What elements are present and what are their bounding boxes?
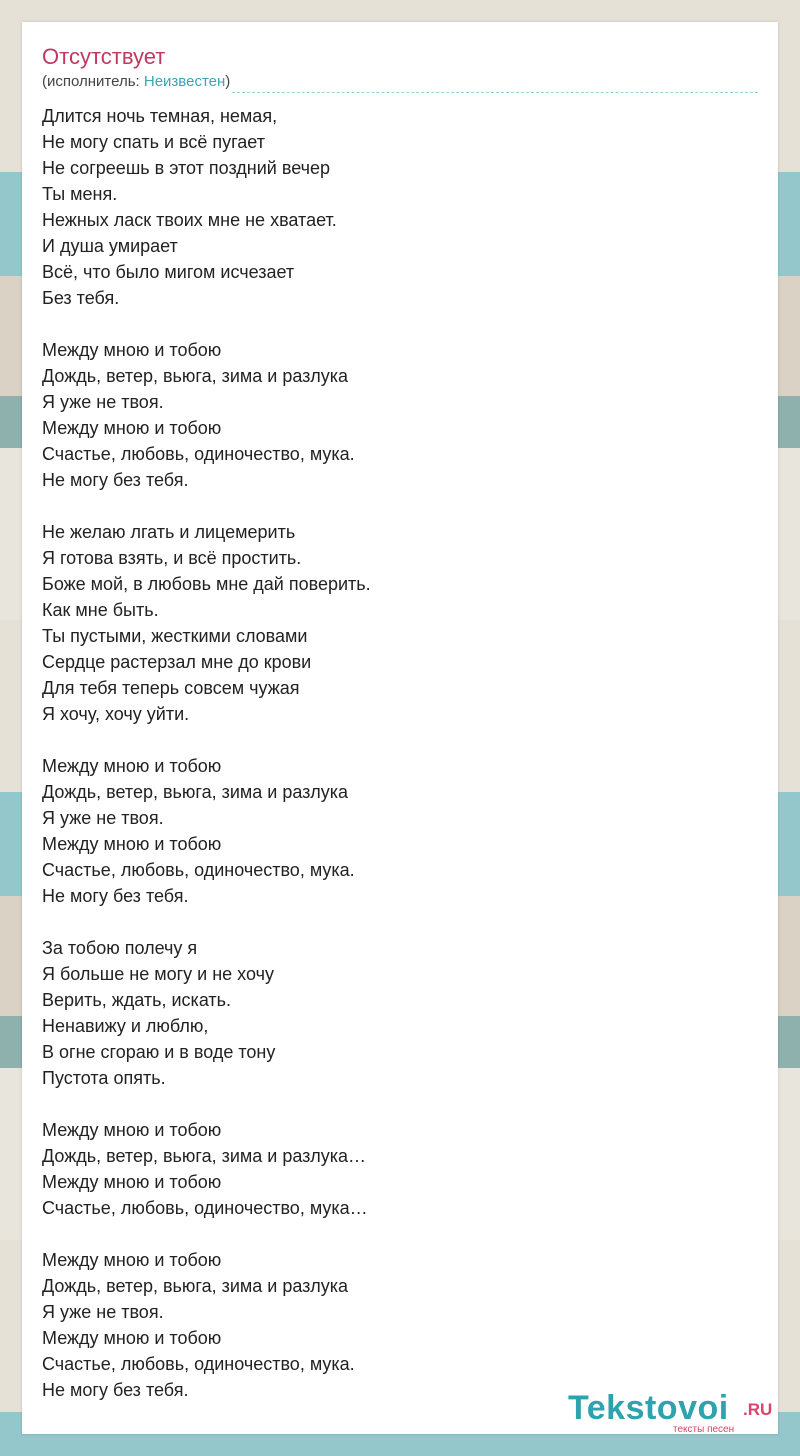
lyrics-line: Я уже не твоя. xyxy=(42,1302,164,1322)
lyrics-line: Для тебя теперь совсем чужая xyxy=(42,678,300,698)
logo-tagline: тексты песен xyxy=(673,1424,735,1435)
lyrics-line: Между мною и тобою xyxy=(42,1250,222,1270)
lyrics-line: Ненавижу и люблю, xyxy=(42,1016,209,1036)
site-logo[interactable] xyxy=(568,1388,778,1436)
lyrics-line: Между мною и тобою xyxy=(42,1328,222,1348)
lyrics-line: Длится ночь темная, немая, xyxy=(42,106,278,126)
artist-line xyxy=(42,73,230,91)
lyrics-line: Я уже не твоя. xyxy=(42,392,164,412)
logo-tld: .RU xyxy=(743,1400,773,1419)
lyrics-line: Не могу без тебя. xyxy=(42,1380,189,1400)
lyrics-stanza xyxy=(42,935,742,1091)
lyrics-stanza xyxy=(42,1247,742,1403)
lyrics-stanza xyxy=(42,1117,742,1221)
lyrics-line: Сердце растерзал мне до крови xyxy=(42,652,312,672)
lyrics-line: Я хочу, хочу уйти. xyxy=(42,704,190,724)
logo-name: Tekstovoi xyxy=(568,1389,729,1427)
lyrics-line: В огне сгораю и в воде тону xyxy=(42,1042,276,1062)
lyrics-line: Счастье, любовь, одиночество, мука. xyxy=(42,444,355,464)
lyrics-line: Дождь, ветер, вьюга, зима и разлука xyxy=(42,366,348,386)
lyrics-line: Всё, что было мигом исчезает xyxy=(42,262,295,282)
lyrics-stanza xyxy=(42,337,742,493)
lyrics-card xyxy=(22,22,778,1434)
lyrics-line: Нежных ласк твоих мне не хватает. xyxy=(42,210,337,230)
lyrics-line: Без тебя. xyxy=(42,288,120,308)
lyrics-line: Ты пустыми, жесткими словами xyxy=(42,626,308,646)
lyrics-stanza xyxy=(42,103,742,311)
lyrics-line: Счастье, любовь, одиночество, мука. xyxy=(42,1354,355,1374)
lyrics-line: Боже мой, в любовь мне дай поверить. xyxy=(42,574,371,594)
lyrics-line: Не могу без тебя. xyxy=(42,470,189,490)
lyrics-line: Дождь, ветер, вьюга, зима и разлука xyxy=(42,782,348,802)
lyrics-line: И душа умирает xyxy=(42,236,178,256)
lyrics-line: Ты меня. xyxy=(42,184,118,204)
lyrics-line: Между мною и тобою xyxy=(42,418,222,438)
lyrics-line: Не могу спать и всё пугает xyxy=(42,132,265,152)
lyrics-line: Я уже не твоя. xyxy=(42,808,164,828)
artist-suffix: ) xyxy=(225,73,231,90)
lyrics-line: Между мною и тобою xyxy=(42,834,222,854)
lyrics-line: Дождь, ветер, вьюга, зима и разлука… xyxy=(42,1146,366,1166)
lyrics-line: Я больше не могу и не хочу xyxy=(42,964,274,984)
lyrics-line: Как мне быть. xyxy=(42,600,159,620)
lyrics-line: Счастье, любовь, одиночество, мука… xyxy=(42,1198,368,1218)
lyrics-line: Дождь, ветер, вьюга, зима и разлука xyxy=(42,1276,348,1296)
lyrics-stanza xyxy=(42,519,742,727)
artist-prefix: (исполнитель: xyxy=(42,73,144,90)
lyrics-line: Я готова взять, и всё простить. xyxy=(42,548,302,568)
lyrics-line: Верить, ждать, искать. xyxy=(42,990,232,1010)
lyrics-line: Не желаю лгать и лицемерить xyxy=(42,522,296,542)
lyrics-line: Между мною и тобою xyxy=(42,340,222,360)
lyrics-line: За тобою полечу я xyxy=(42,938,198,958)
lyrics-line: Не согреешь в этот поздний вечер xyxy=(42,158,331,178)
artist-link[interactable]: Неизвестен xyxy=(143,73,226,90)
lyrics-line: Между мною и тобою xyxy=(42,756,222,776)
divider xyxy=(232,92,758,93)
lyrics-line: Между мною и тобою xyxy=(42,1172,222,1192)
lyrics-line: Между мною и тобою xyxy=(42,1120,222,1140)
lyrics-line: Не могу без тебя. xyxy=(42,886,189,906)
lyrics-line: Пустота опять. xyxy=(42,1068,166,1088)
lyrics-stanza xyxy=(42,753,742,909)
song-title: Отсутствует xyxy=(42,44,166,69)
lyrics-line: Счастье, любовь, одиночество, мука. xyxy=(42,860,355,880)
lyrics-text xyxy=(42,103,742,1429)
